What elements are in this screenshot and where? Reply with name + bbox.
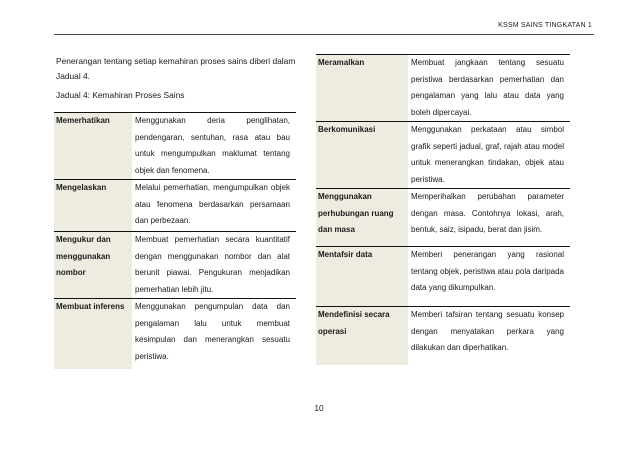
table-row [54,299,296,369]
skill-name: Mentafsir data [316,247,408,307]
skills-table-left [54,112,296,369]
table-row [316,189,570,247]
skill-description: Menggunakan deria penglihatan, pendengaran, sentuhan, rasa atau bau untuk mengumpulkan maklumat tentang objek dan fenomena. [135,116,290,175]
skill-description: Menggunakan pengumpulan data dan pengalaman lalu untuk membuat kesimpulan dan menerangkan sesuatu peristiwa. [135,302,290,361]
table-row [316,122,570,189]
table-row [54,180,296,232]
skill-description: Membuat jangkaan tentang sesuatu peristiwa berdasarkan pemerhatian dan pengalaman yang lalu atau data yang boleh dipercayai. [411,58,564,117]
skill-description: Membuat pemerhatian secara kuantitatif dengan menggunakan nombor dan alat berunit piawai. Pengukuran menjadikan pemerhatian lebih jitu. [135,235,290,294]
page-number: 10 [314,403,324,413]
skills-table-right [316,54,570,365]
page-header-title: KSSM SAINS TINGKATAN 1 [498,22,592,29]
table-caption: Jadual 4: Kemahiran Proses Sains [56,90,185,100]
skill-name: Mengelaskan [54,180,132,232]
table-row [54,232,296,299]
skill-description: Memberi tafsiran tentang sesuatu konsep dengan menyatakan perkara yang dilakukan dan diperhatikan. [411,310,564,352]
table-row [316,247,570,307]
skill-description: Memperihalkan perubahan parameter dengan masa. Contohnya lokasi, arah, bentuk, saiz, isipadu, berat dan jisim. [411,192,564,234]
skill-name: Mengukur dan menggunakan nombor [54,232,132,299]
intro-section [56,54,306,84]
skill-description: Menggunakan perkataan atau simbol grafik seperti jadual, graf, rajah atau model untuk menerangkan tindakan, objek atau peristiwa. [411,125,564,184]
skill-name: Membuat inferens [54,299,132,369]
table-row [316,55,570,122]
skill-name: Berkomunikasi [316,122,408,189]
skill-description: Melalui pemerhatian, mengumpulkan objek atau fenomena berdasarkan persamaan dan perbezaan. [135,183,290,225]
header-divider [54,34,594,35]
skill-description: Memberi penerangan yang rasional tentang objek, peristiwa atau pola daripada data yang dikumpulkan. [411,250,564,292]
skill-name: Mendefinisi secara operasi [316,307,408,365]
skill-name: Memerhatikan [54,113,132,180]
table-row [316,307,570,365]
intro-paragraph: Penerangan tentang setiap kemahiran proses sains diberi dalam Jadual 4. [56,56,296,81]
skill-name: Menggunakan perhubungan ruang dan masa [316,189,408,247]
table-row [54,113,296,180]
skill-name: Meramalkan [316,55,408,122]
